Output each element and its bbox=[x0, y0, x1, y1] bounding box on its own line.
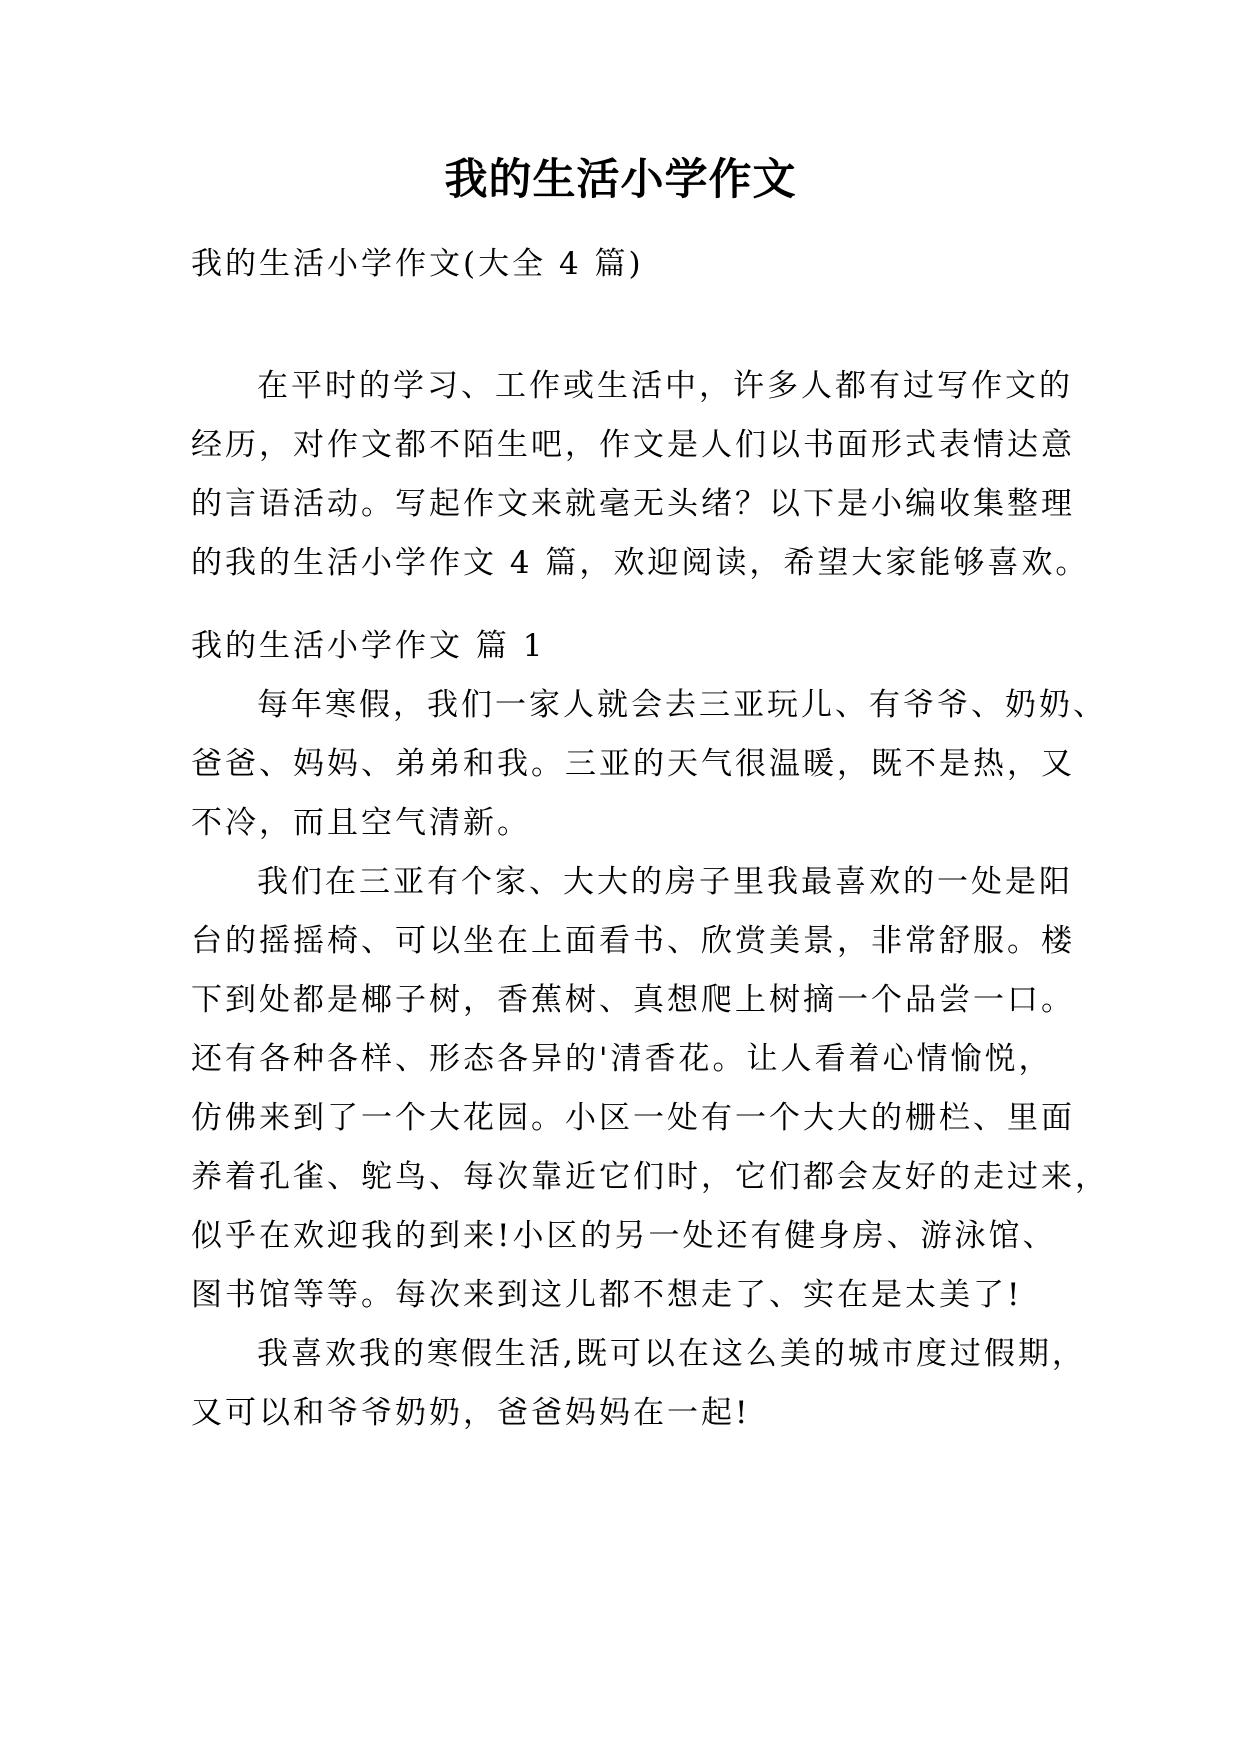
paragraph-line: 我喜欢我的寒假生活,既可以在这么美的城市度过假期， bbox=[257, 1336, 1086, 1372]
paragraph-line: 似乎在欢迎我的到来!小区的另一处还有健身房、游泳馆、 bbox=[191, 1218, 1057, 1254]
paragraph-line: 我们在三亚有个家、大大的房子里我最喜欢的一处是阳 bbox=[257, 864, 1073, 900]
page-title: 我的生活小学作文 bbox=[444, 155, 797, 205]
subtitle-block bbox=[191, 235, 1071, 294]
paragraph-line: 又可以和爷爷奶奶，爸爸妈妈在一起! bbox=[191, 1395, 751, 1431]
paragraph-line: 还有各种各样、形态各异的'清香花。让人看着心情愉悦， bbox=[191, 1041, 1053, 1077]
intro-paragraph bbox=[191, 357, 1090, 593]
paragraph-line: 养着孔雀、鸵鸟、每次靠近它们时，它们都会友好的走过来， bbox=[191, 1159, 1109, 1195]
paragraph-line: 不冷，而且空气清新。 bbox=[191, 805, 531, 841]
paragraph-line: 台的摇摇椅、可以坐在上面看书、欣赏美景，非常舒服。楼 bbox=[191, 923, 1075, 959]
section-1 bbox=[191, 617, 1109, 1443]
intro-line: 经历，对作文都不陌生吧，作文是人们以书面形式表情达意 bbox=[191, 427, 1075, 463]
subtitle: 我的生活小学作文(大全 4 篇) bbox=[191, 246, 644, 282]
paragraph-line: 仿佛来到了一个大花园。小区一处有一个大大的栅栏、里面 bbox=[191, 1100, 1075, 1136]
intro-line: 的我的生活小学作文 4 篇，欢迎阅读，希望大家能够喜欢。 bbox=[191, 545, 1090, 581]
intro-line: 的言语活动。写起作文来就毫无头绪？以下是小编收集整理 bbox=[191, 486, 1075, 522]
paragraph-line: 下到处都是椰子树，香蕉树、真想爬上树摘一个品尝一口。 bbox=[191, 982, 1075, 1018]
section-heading: 我的生活小学作文 篇 1 bbox=[191, 628, 546, 664]
paragraph-line: 爸爸、妈妈、弟弟和我。三亚的天气很温暖，既不是热，又 bbox=[191, 746, 1075, 782]
intro-line: 在平时的学习、工作或生活中，许多人都有过写作文的 bbox=[257, 368, 1073, 404]
paragraph-line: 每年寒假，我们一家人就会去三亚玩儿、有爷爷、奶奶、 bbox=[257, 687, 1107, 723]
paragraph-line: 图书馆等等。每次来到这儿都不想走了、实在是太美了! bbox=[191, 1277, 1023, 1313]
